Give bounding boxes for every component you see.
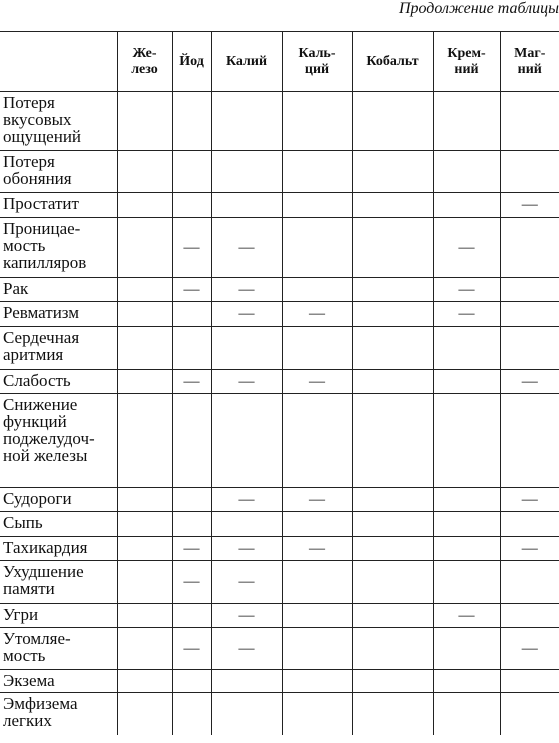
table-cell	[211, 488, 282, 512]
table-row	[0, 628, 559, 670]
column-header	[117, 32, 172, 92]
row-label	[0, 302, 117, 327]
table-cell	[172, 561, 211, 604]
table-cell	[211, 218, 282, 278]
table-cell	[211, 537, 282, 561]
table-cell	[500, 370, 559, 394]
column-header	[352, 32, 433, 92]
cell-mark: —	[238, 238, 255, 256]
table-cell	[433, 670, 500, 693]
table-row	[0, 302, 559, 327]
column-label: Крем- ний	[447, 45, 486, 77]
table-cell	[500, 628, 559, 670]
disease-name: Потеря обоняния	[3, 152, 72, 188]
table-cell	[352, 394, 433, 488]
table-cell	[500, 693, 559, 735]
table-cell	[117, 488, 172, 512]
table-cell	[172, 670, 211, 693]
cell-mark: —	[458, 305, 475, 322]
table-cell	[117, 628, 172, 670]
table-cell	[433, 370, 500, 394]
table-cell	[500, 302, 559, 327]
table-cell	[500, 604, 559, 628]
table-cell	[282, 670, 352, 693]
table-cell	[211, 394, 282, 488]
table-cell	[433, 218, 500, 278]
table-cell	[433, 193, 500, 218]
cell-mark: —	[238, 606, 255, 624]
table-cell	[282, 628, 352, 670]
cell-mark: —	[183, 539, 200, 557]
row-label	[0, 151, 117, 193]
table-cell	[352, 537, 433, 561]
table-cell	[211, 512, 282, 537]
disease-name: Угри	[3, 605, 39, 624]
table-cell	[352, 218, 433, 278]
cell-mark: —	[238, 490, 255, 508]
table-cell	[352, 327, 433, 370]
table-cell	[117, 218, 172, 278]
row-label	[0, 512, 117, 537]
table-cell	[282, 302, 352, 327]
cell-mark: —	[183, 238, 200, 256]
cell-mark: —	[238, 280, 255, 298]
table-cell	[500, 670, 559, 693]
table-cell	[211, 151, 282, 193]
table-cell	[117, 193, 172, 218]
disease-name: Ревматизм	[3, 303, 80, 322]
table-cell	[172, 370, 211, 394]
column-header	[500, 32, 559, 92]
table-cell	[500, 561, 559, 604]
table-cell	[500, 488, 559, 512]
table-cell	[117, 327, 172, 370]
column-label: Маг- ний	[514, 45, 546, 77]
cell-mark: —	[183, 573, 200, 590]
table-cell	[352, 278, 433, 302]
disease-name: Тахикардия	[3, 538, 88, 557]
disease-name: Ухудшение памяти	[3, 562, 84, 598]
table-cell	[352, 193, 433, 218]
table-cell	[352, 302, 433, 327]
table-cell	[352, 628, 433, 670]
table-cell	[433, 92, 500, 151]
table-cell	[172, 302, 211, 327]
header-blank-cell	[0, 32, 117, 92]
table-cell	[117, 151, 172, 193]
table-row	[0, 604, 559, 628]
table-cell	[117, 302, 172, 327]
table-cell	[172, 394, 211, 488]
table-cell	[117, 561, 172, 604]
table-cell	[352, 92, 433, 151]
table-cell	[282, 370, 352, 394]
table-cell	[500, 193, 559, 218]
disease-name: Снижение функций поджелудоч- ной железы	[3, 395, 95, 465]
table-cell	[211, 561, 282, 604]
cell-mark: —	[183, 372, 200, 390]
column-header	[172, 32, 211, 92]
disease-name: Эмфизема легких	[3, 694, 78, 730]
column-label: Кобальт	[366, 53, 419, 69]
cell-mark: —	[183, 280, 200, 298]
table-cell	[211, 693, 282, 735]
table-row	[0, 512, 559, 537]
disease-name: Простатит	[3, 194, 79, 213]
table-cell	[172, 512, 211, 537]
column-label: Каль- ций	[298, 45, 336, 77]
row-label	[0, 670, 117, 693]
cell-mark: —	[521, 490, 538, 508]
table-cell	[172, 488, 211, 512]
table-cell	[117, 512, 172, 537]
table-cell	[211, 604, 282, 628]
column-header	[433, 32, 500, 92]
cell-mark: —	[238, 372, 255, 390]
table-cell	[282, 604, 352, 628]
row-label	[0, 488, 117, 512]
table-row	[0, 693, 559, 735]
disease-name: Судороги	[3, 489, 72, 508]
row-label	[0, 604, 117, 628]
cell-mark: —	[183, 639, 200, 657]
table-cell	[352, 512, 433, 537]
disease-name: Потеря вкусовых ощущений	[3, 93, 82, 146]
cell-mark: —	[458, 606, 475, 624]
table-cell	[172, 193, 211, 218]
cell-mark: —	[238, 539, 255, 557]
table-cell	[352, 670, 433, 693]
table-cell	[211, 628, 282, 670]
table-cell	[282, 218, 352, 278]
cell-mark: —	[458, 238, 475, 256]
table-cell	[352, 604, 433, 628]
column-label: Же- лезо	[131, 45, 158, 77]
row-label	[0, 218, 117, 278]
table-cell	[433, 302, 500, 327]
table-cell	[500, 537, 559, 561]
table-cell	[117, 394, 172, 488]
table-cell	[117, 278, 172, 302]
disease-name: Экзема	[3, 671, 55, 690]
row-label	[0, 278, 117, 302]
table-cell	[117, 693, 172, 735]
table-cell	[172, 92, 211, 151]
row-label	[0, 628, 117, 670]
cell-mark: —	[521, 196, 538, 213]
column-header	[211, 32, 282, 92]
table-cell	[433, 693, 500, 735]
table-cell	[500, 394, 559, 488]
table-cell	[117, 370, 172, 394]
table-cell	[211, 92, 282, 151]
table-cell	[352, 370, 433, 394]
table-cell	[352, 151, 433, 193]
table-cell	[117, 670, 172, 693]
row-label	[0, 561, 117, 604]
table-cell	[352, 488, 433, 512]
table-cell	[282, 327, 352, 370]
table-cell	[211, 670, 282, 693]
table-row	[0, 561, 559, 604]
table-row	[0, 278, 559, 302]
cell-mark: —	[309, 372, 325, 390]
table-cell	[282, 151, 352, 193]
table-cell	[117, 604, 172, 628]
elements-table	[0, 31, 559, 735]
cell-mark: —	[238, 639, 255, 657]
table-cell	[117, 537, 172, 561]
table-cell	[211, 193, 282, 218]
table-cell	[282, 278, 352, 302]
disease-name: Утомляе- мость	[3, 629, 71, 665]
table-row	[0, 218, 559, 278]
table-cell	[433, 327, 500, 370]
disease-name: Рак	[3, 279, 29, 298]
table-row	[0, 670, 559, 693]
table-cell	[172, 537, 211, 561]
header-row	[0, 32, 559, 92]
column-label: Йод	[179, 53, 204, 69]
table-cell	[500, 512, 559, 537]
cell-mark: —	[238, 305, 255, 322]
table-row	[0, 193, 559, 218]
disease-name: Сыпь	[3, 513, 43, 532]
table-row	[0, 488, 559, 512]
row-label	[0, 693, 117, 735]
column-header	[282, 32, 352, 92]
table-cell	[211, 278, 282, 302]
table-cell	[172, 327, 211, 370]
row-label	[0, 92, 117, 151]
table-cell	[211, 370, 282, 394]
row-label	[0, 193, 117, 218]
table-cell	[172, 604, 211, 628]
table-cell	[500, 278, 559, 302]
table-cell	[172, 693, 211, 735]
cell-mark: —	[309, 305, 325, 322]
table-row	[0, 92, 559, 151]
column-label: Калий	[225, 53, 268, 69]
table-cell	[117, 92, 172, 151]
table-caption: Продолжение таблицы	[398, 0, 559, 17]
table-row	[0, 394, 559, 488]
table-cell	[352, 561, 433, 604]
table-cell	[433, 628, 500, 670]
table-cell	[282, 394, 352, 488]
table-row	[0, 151, 559, 193]
cell-mark: —	[309, 490, 325, 508]
disease-name: Слабость	[3, 371, 71, 390]
table-cell	[352, 693, 433, 735]
table-cell	[433, 394, 500, 488]
row-label	[0, 394, 117, 488]
table-cell	[500, 327, 559, 370]
table-cell	[433, 512, 500, 537]
table-cell	[172, 628, 211, 670]
table-cell	[282, 488, 352, 512]
table-cell	[282, 92, 352, 151]
table-cell	[282, 561, 352, 604]
cell-mark: —	[521, 539, 538, 557]
cell-mark: —	[458, 280, 475, 298]
table-cell	[500, 92, 559, 151]
disease-name: Проницае- мость капилляров	[3, 219, 87, 272]
row-label	[0, 327, 117, 370]
table-row	[0, 370, 559, 394]
cell-mark: —	[521, 372, 538, 390]
table-cell	[172, 218, 211, 278]
cell-mark: —	[238, 573, 255, 590]
table-cell	[211, 302, 282, 327]
table-cell	[282, 537, 352, 561]
table-cell	[282, 193, 352, 218]
table-cell	[433, 278, 500, 302]
table-cell	[172, 151, 211, 193]
table-cell	[433, 604, 500, 628]
table-row	[0, 327, 559, 370]
table-cell	[433, 561, 500, 604]
table-cell	[433, 537, 500, 561]
table-cell	[500, 151, 559, 193]
table-cell	[211, 327, 282, 370]
cell-mark: —	[521, 639, 538, 657]
table-cell	[282, 693, 352, 735]
row-label	[0, 537, 117, 561]
table-cell	[433, 488, 500, 512]
cell-mark: —	[309, 539, 325, 557]
table-row	[0, 537, 559, 561]
table-cell	[500, 218, 559, 278]
disease-name: Сердечная аритмия	[3, 328, 80, 364]
table-cell	[433, 151, 500, 193]
table-cell	[172, 278, 211, 302]
table-cell	[282, 512, 352, 537]
row-label	[0, 370, 117, 394]
